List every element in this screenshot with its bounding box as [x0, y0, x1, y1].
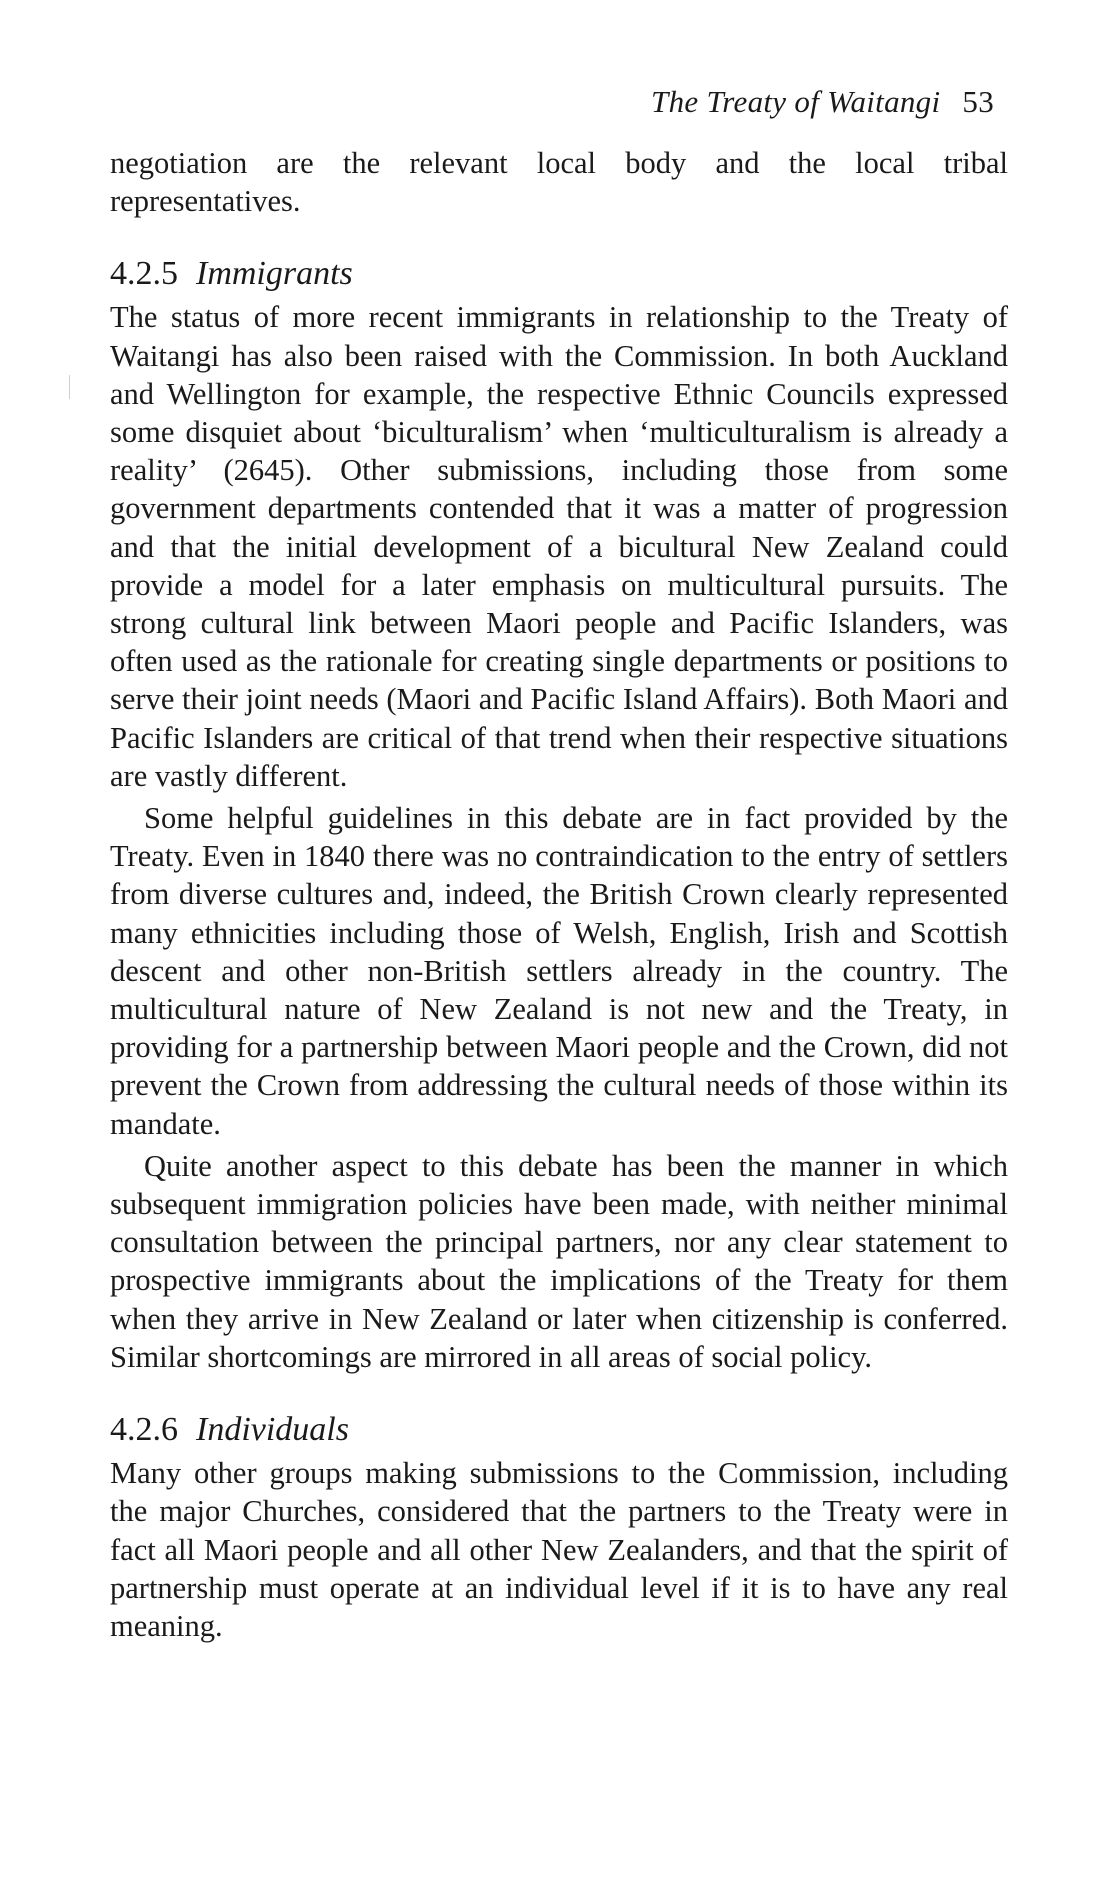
section-heading-individuals [110, 1408, 1008, 1452]
section-title: Individuals [196, 1411, 349, 1449]
running-header [651, 82, 994, 122]
paragraph: Many other groups making submissions to the Commission, including the major Churches, considered that the partners to the Treaty were in fact all Maori people and all other New Zealanders, and that the spirit of partnership must operate at an individual level if it is to have any real meaning. [110, 1456, 1008, 1643]
paragraph: Quite another aspect to this debate has been the manner in which subsequent immigration policies have been made, with neither minimal consultation between the principal partners, nor any clear statement to prospective immigrants about the implications of the Treaty for them when they arrive in New Zealand or later when citizenship is conferred. Similar shortcomings are mirrored in all areas of social policy. [110, 1148, 1008, 1374]
section-title: Immigrants [196, 255, 353, 293]
margin-mark [69, 375, 70, 399]
running-header-title: The Treaty of Waitangi [651, 84, 941, 119]
opening-paragraph: negotiation are the relevant local body and the local tribal representatives. [110, 146, 1008, 219]
section-number: 4.2.5 [110, 255, 178, 293]
text-block [110, 144, 1008, 1645]
paragraph: The status of more recent immigrants in relationship to the Treaty of Waitangi has also been raised with the Commission. In both Auckland and Wellington for example, the respective Ethnic Councils expressed some disquiet about ‘biculturalism’ when ‘multiculturalism is already a reality’ (2645). Other submissions, including those from some government departments contended that it was a matter of progression and that the initial development of a bicultural New Zealand could provide a model for a later emphasis on multicultural pursuits. The strong cultural link between Maori people and Pacific Islanders, was often used as the rationale for creating single departments or positions to serve their joint needs (Maori and Pacific Island Affairs). Both Maori and Pacific Islanders are critical of that trend when their respective situations are vastly different. [110, 300, 1008, 793]
section-number: 4.2.6 [110, 1411, 178, 1449]
section-heading-immigrants [110, 252, 1008, 296]
paragraph: Some helpful guidelines in this debate are in fact provided by the Treaty. Even in 1840 there was no contraindication to the entry of settlers from diverse cultures and, indeed, the British Crown clearly represented many ethnicities including those of Welsh, English, Irish and Scottish descent and other non-British settlers already in the country. The multicultural nature of New Zealand is not new and the Treaty, in providing for a partnership between Maori people and the Crown, did not prevent the Crown from addressing the cultural needs of those within its mandate. [110, 801, 1008, 1141]
page-number: 53 [962, 84, 994, 119]
